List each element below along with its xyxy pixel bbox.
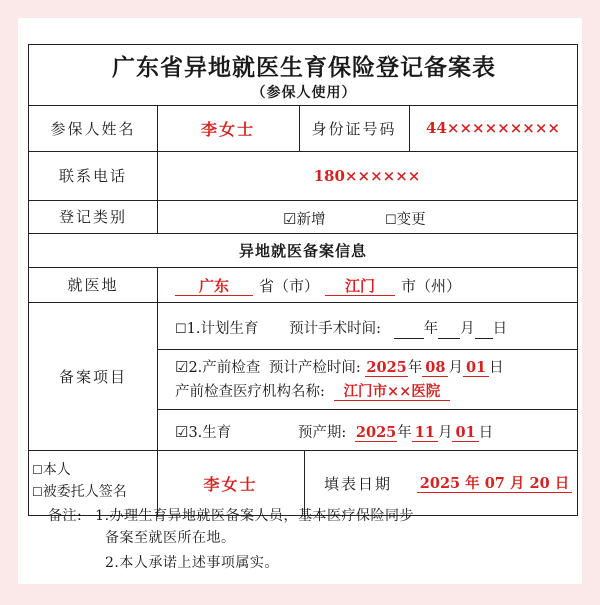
unchecked-checkbox-icon[interactable]: ☐ bbox=[385, 213, 397, 228]
item2-time-label: 预计产检时间: bbox=[268, 360, 361, 376]
sign-value[interactable]: 李女士 bbox=[203, 475, 258, 494]
id-value[interactable]: 44××××××××× bbox=[426, 119, 560, 137]
item2-org-row bbox=[175, 380, 450, 401]
item3-day[interactable]: 01 bbox=[452, 424, 478, 442]
phone-value[interactable]: 180×××××× bbox=[313, 166, 421, 185]
item2-day[interactable]: 01 bbox=[463, 359, 489, 377]
sign-self-option[interactable] bbox=[32, 459, 71, 479]
form-subtitle: （参保人使用） bbox=[251, 85, 357, 101]
province-value[interactable]: 广东 bbox=[175, 278, 253, 296]
item2-org-value[interactable]: 江门市××医院 bbox=[334, 383, 451, 401]
unchecked-checkbox-icon[interactable]: ☐ bbox=[32, 485, 43, 499]
notes-text-2: 备案至就医所在地。 bbox=[105, 530, 236, 546]
item1-year-blank[interactable] bbox=[394, 321, 424, 339]
item2-row bbox=[175, 356, 504, 377]
item1-year-unit: 年 bbox=[423, 321, 439, 337]
form-title: 广东省异地就医生育保险登记备案表 bbox=[112, 54, 496, 81]
item1-time-label: 预计手术时间: bbox=[289, 321, 381, 337]
reg-type-label: 登记类别 bbox=[58, 208, 127, 226]
phone-label: 联系电话 bbox=[58, 167, 127, 185]
item3-year[interactable]: 2025 bbox=[355, 424, 397, 441]
registration-form bbox=[28, 44, 578, 516]
name-value[interactable]: 李女士 bbox=[200, 119, 255, 139]
fill-date-value[interactable]: 2025 年 07 月 20 日 bbox=[417, 475, 572, 493]
unchecked-checkbox-icon[interactable]: ☐ bbox=[32, 463, 43, 477]
item2-month-unit: 月 bbox=[448, 360, 463, 376]
item3-row bbox=[175, 421, 493, 442]
item3-day-unit: 日 bbox=[478, 425, 494, 441]
item3-month-unit: 月 bbox=[437, 425, 453, 441]
fill-date-label: 填表日期 bbox=[323, 475, 392, 493]
item3-year-unit: 年 bbox=[397, 425, 412, 441]
document-page bbox=[18, 18, 582, 584]
city-suffix: 市（州） bbox=[401, 277, 462, 295]
city-value[interactable]: 江门 bbox=[325, 278, 395, 296]
item1-label: 1.计划生育 bbox=[186, 321, 259, 337]
item1-day-unit: 日 bbox=[492, 321, 508, 337]
checked-checkbox-icon[interactable]: ☑ bbox=[283, 210, 297, 228]
notes-line1 bbox=[48, 505, 414, 525]
notes-text-3: 2.本人承诺上述事项属实。 bbox=[105, 555, 279, 571]
item2-label: 2.产前检查 bbox=[188, 360, 261, 376]
item2-year[interactable]: 2025 bbox=[366, 359, 407, 376]
unchecked-checkbox-icon[interactable]: ☐ bbox=[175, 322, 187, 337]
items-label: 备案项目 bbox=[58, 367, 127, 386]
item1-row bbox=[175, 317, 507, 339]
location-row bbox=[175, 275, 461, 296]
reg-type-new-label: 新增 bbox=[296, 212, 326, 228]
item3-due-label: 预产期: bbox=[297, 425, 347, 441]
item3-label: 3.生育 bbox=[188, 425, 232, 441]
notes-prefix: 备注: bbox=[48, 508, 83, 524]
notes-text-1: 1.办理生育异地就医备案人员，基本医疗保险同步 bbox=[95, 508, 415, 524]
item2-org-label: 产前检查医疗机构名称: bbox=[175, 384, 325, 400]
item2-month[interactable]: 08 bbox=[422, 359, 448, 377]
sign-agent-label: 被委托人签名 bbox=[42, 484, 127, 500]
item1-month-blank[interactable] bbox=[438, 321, 460, 339]
location-label: 就医地 bbox=[67, 276, 119, 294]
reg-type-change-label: 变更 bbox=[396, 212, 426, 228]
item3-month[interactable]: 11 bbox=[412, 424, 438, 442]
item1-day-blank[interactable] bbox=[475, 321, 493, 339]
item2-year-unit: 年 bbox=[407, 360, 423, 376]
reg-type-change-option[interactable] bbox=[385, 208, 426, 229]
section-title: 异地就医备案信息 bbox=[238, 241, 367, 260]
sign-self-label: 本人 bbox=[42, 462, 71, 478]
item1-month-unit: 月 bbox=[460, 321, 475, 337]
province-suffix: 省（市） bbox=[259, 277, 320, 295]
reg-type-new-option[interactable] bbox=[283, 208, 325, 229]
sign-agent-option[interactable] bbox=[32, 481, 127, 501]
id-label: 身份证号码 bbox=[311, 119, 397, 138]
name-label: 参保人姓名 bbox=[50, 119, 136, 138]
checked-checkbox-icon[interactable]: ☑ bbox=[175, 423, 189, 441]
checked-checkbox-icon[interactable]: ☑ bbox=[175, 358, 189, 376]
item2-day-unit: 日 bbox=[489, 360, 504, 376]
